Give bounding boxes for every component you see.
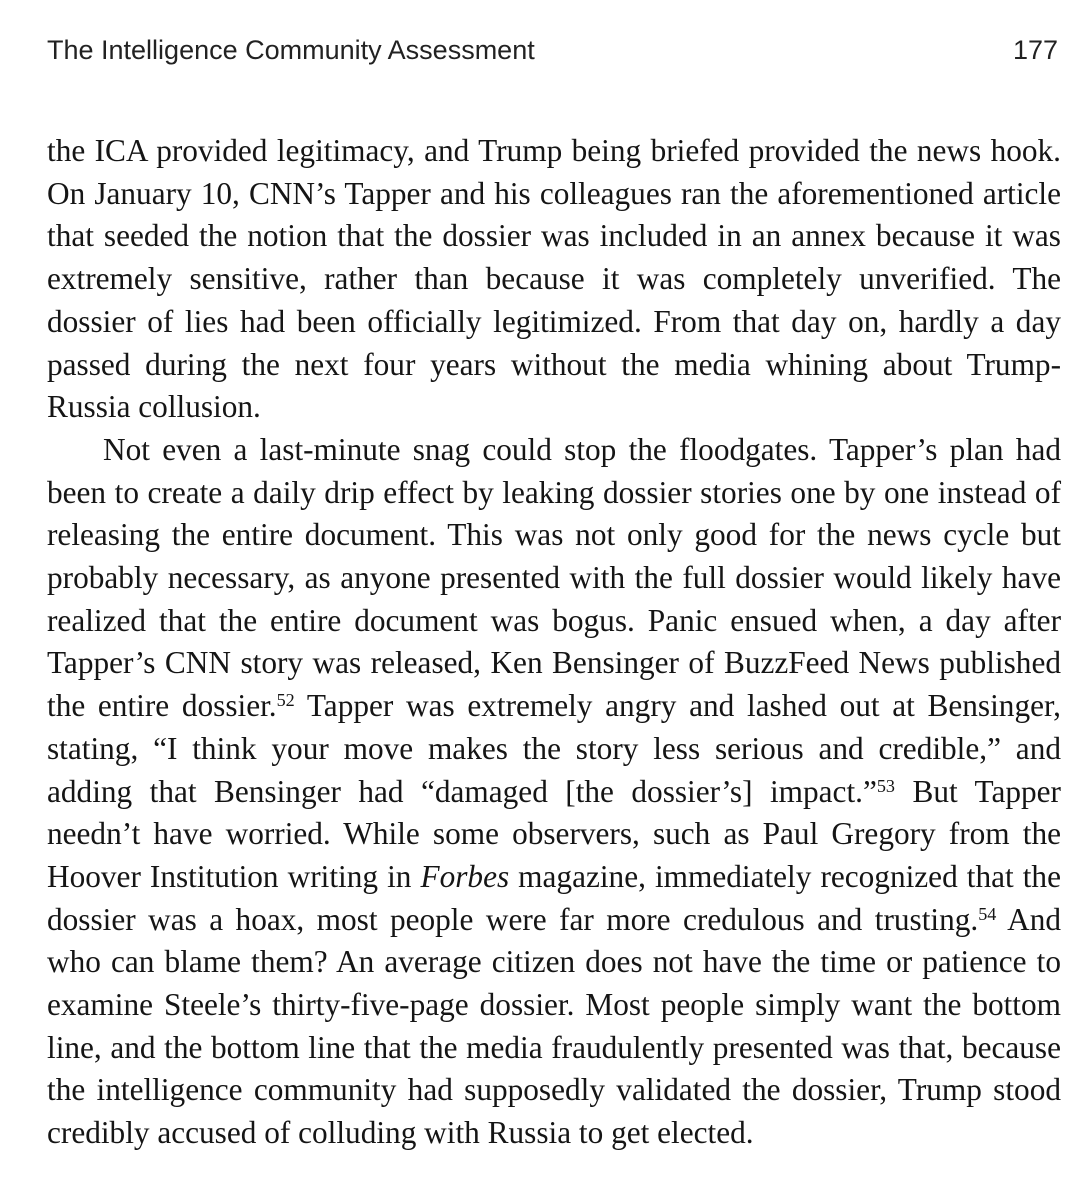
paragraph-text: But Tapper needn’t have worried. While some observers, such as Paul Gregory from the Hoover Institution writing in [47, 773, 1061, 894]
chapter-title: The Intelligence Community Assessment [47, 34, 535, 65]
paragraph-text: And who can blame them? An average citizen does not have the time or patience to examine Steele’s thirty-five-page dossier. Most people simply want the bottom line, and the bottom line that the media fraudulently presented was that, because the intelligence community had supposedly validated the dossier, Trump stood credibly accused of colluding with Russia to get elected. [47, 901, 1061, 1151]
footnote-ref-52[interactable]: 52 [276, 690, 295, 711]
paragraph-1 [47, 130, 1061, 429]
footnote-ref-54[interactable]: 54 [978, 903, 997, 924]
paragraph-2 [47, 429, 1061, 1155]
running-header [47, 30, 1058, 70]
body-text [47, 130, 1061, 1155]
publication-title: Forbes [420, 858, 510, 894]
paragraph-text: Tapper was extremely angry and lashed out at Bensinger, stating, “I think your move makes the story less serious and credible,” and adding that Bensinger had “damaged [the dossier’s] impact.” [47, 688, 1061, 809]
paragraph-text: the ICA provided legitimacy, and Trump being briefed provided the news hook. On January 10, CNN’s Tapper and his colleagues ran the aforementioned article that seeded the notion that the dossier was included in an annex because it was extremely sensitive, rather than because it was completely unverified. The dossier of lies had been officially legitimized. From that day on, hardly a day passed during the next four years without the media whining about Trump-Russia collusion. [47, 133, 1061, 425]
page-number: 177 [1012, 34, 1058, 65]
footnote-ref-53[interactable]: 53 [876, 775, 895, 796]
paragraph-text: magazine, immediately recognized that the dossier was a hoax, most people were far more credulous and trusting. [47, 858, 1061, 937]
paragraph-text: Not even a last-minute snag could stop the floodgates. Tapper’s plan had been to create a daily drip effect by leaking dossier stories one by one instead of releasing the entire document. This was not only good for the news cycle but probably necessary, as anyone presented with the full dossier would likely have realized that the entire document was bogus. Panic ensued when, a day after Tapper’s CNN story was released, Ken Bensinger of BuzzFeed News published the entire dossier. [47, 431, 1061, 724]
